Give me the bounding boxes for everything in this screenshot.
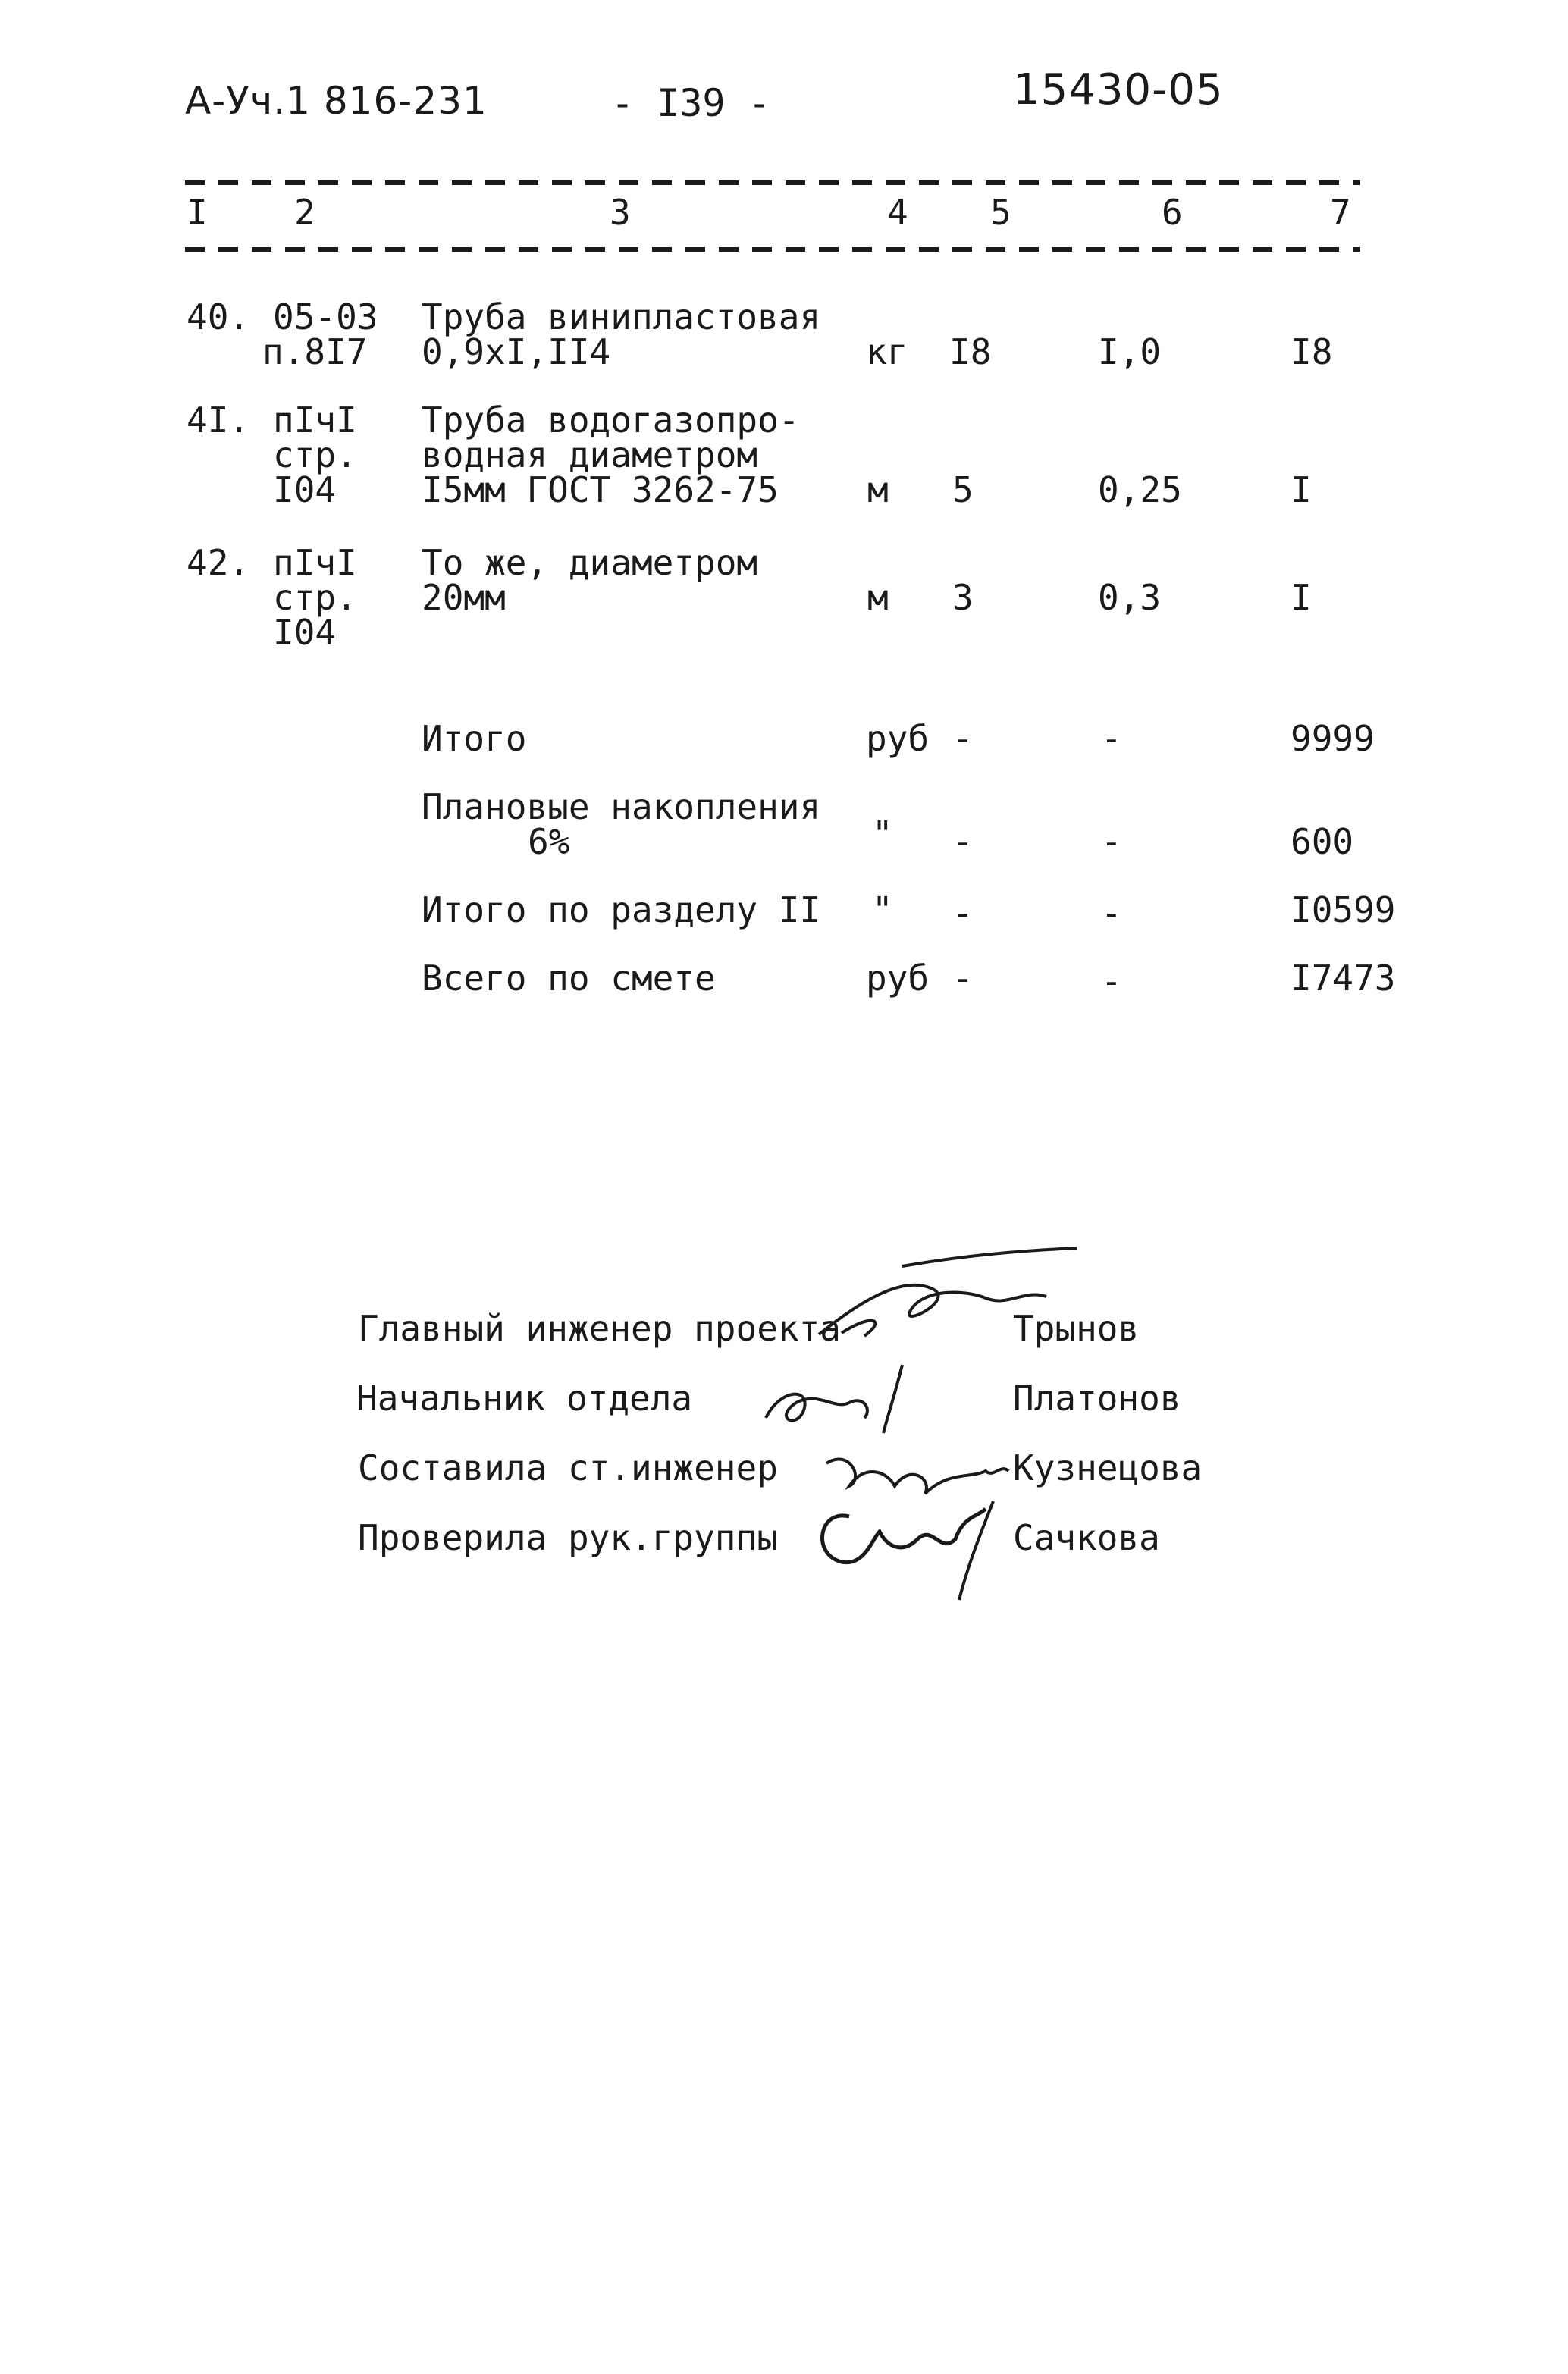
row-name-line: водная диаметром xyxy=(422,434,758,475)
row-number: 4I. xyxy=(187,400,250,441)
column-number-7: 7 xyxy=(1330,192,1351,233)
column-number-4: 4 xyxy=(887,192,908,233)
totals-label: 6% xyxy=(528,821,570,862)
row-name-line: Труба винипластовая xyxy=(422,296,821,337)
row-name-line: Труба водогазопро- xyxy=(422,400,800,441)
signature-scribble-group-lead xyxy=(804,1486,1031,1607)
row-quantity: I8 xyxy=(949,331,992,372)
totals-label: Всего по смете xyxy=(422,958,716,999)
row-code-line: пIчI xyxy=(273,400,357,441)
signature-role: Проверила рук.группы xyxy=(358,1517,778,1558)
document-stamp-left: А-Уч.1 816-231 xyxy=(185,79,488,123)
totals-value: 600 xyxy=(1290,821,1354,862)
totals-value: 9999 xyxy=(1290,718,1375,759)
row-code-line: стр. xyxy=(273,434,357,475)
totals-label: Итого xyxy=(422,718,527,759)
signature-scribble-chief-engineer xyxy=(789,1243,1107,1350)
row-quantity: 3 xyxy=(952,577,974,618)
totals-quantity: - xyxy=(952,892,974,933)
totals-label: Итого по разделу II xyxy=(422,889,821,930)
totals-unit: " xyxy=(872,889,893,930)
column-number-3: 3 xyxy=(610,192,631,233)
column-number-2: 2 xyxy=(294,192,315,233)
row-quantity: 5 xyxy=(952,469,974,510)
totals-price: - xyxy=(1101,718,1122,759)
row-code-line: пIчI xyxy=(273,542,357,583)
totals-price: - xyxy=(1101,821,1122,862)
row-code-line: стр. xyxy=(273,577,357,618)
signature-name: Платонов xyxy=(1013,1378,1181,1419)
totals-unit: руб xyxy=(866,958,930,999)
row-code-line: I04 xyxy=(273,469,337,510)
row-total: I xyxy=(1290,469,1312,510)
row-unit-price: 0,25 xyxy=(1098,469,1182,510)
column-number-5: 5 xyxy=(990,192,1011,233)
signature-role: Главный инженер проекта xyxy=(358,1308,841,1349)
totals-price: - xyxy=(1101,892,1122,933)
row-name-line: 0,9хI,II4 xyxy=(422,331,611,372)
row-total: I xyxy=(1290,577,1312,618)
row-unit: кг xyxy=(866,331,908,372)
header-divider-top xyxy=(185,180,1360,185)
totals-price: - xyxy=(1101,961,1122,1002)
signature-scribble-department-head xyxy=(751,1357,933,1441)
column-number-6: 6 xyxy=(1162,192,1183,233)
row-code-line: п.8I7 xyxy=(262,331,368,372)
row-name-line: I5мм ГОСТ 3262-75 xyxy=(422,469,779,510)
signature-name: Кузнецова xyxy=(1013,1447,1203,1488)
row-total: I8 xyxy=(1290,331,1333,372)
totals-value: I0599 xyxy=(1290,889,1396,930)
totals-value: I7473 xyxy=(1290,958,1396,999)
row-code-line: 05-03 xyxy=(273,296,378,337)
signature-name: Трынов xyxy=(1013,1308,1140,1349)
totals-unit: " xyxy=(872,814,893,855)
row-number: 40. xyxy=(187,296,250,337)
signature-name: Сачкова xyxy=(1013,1517,1160,1558)
totals-quantity: - xyxy=(952,718,974,759)
row-unit-price: 0,3 xyxy=(1098,577,1162,618)
totals-label: Плановые накопления xyxy=(422,786,821,827)
totals-quantity: - xyxy=(952,958,974,999)
document-stamp-right: 15430-05 xyxy=(1013,65,1224,114)
column-number-1: I xyxy=(187,192,208,233)
header-divider-bottom xyxy=(185,247,1360,252)
row-unit-price: I,0 xyxy=(1098,331,1162,372)
row-number: 42. xyxy=(187,542,250,583)
totals-quantity: - xyxy=(952,821,974,862)
signature-role: Составила ст.инженер xyxy=(358,1447,778,1488)
signature-role: Начальник отдела xyxy=(356,1378,693,1419)
totals-unit: руб xyxy=(866,718,930,759)
row-unit: м xyxy=(867,577,889,618)
row-code-line: I04 xyxy=(273,612,337,653)
row-unit: м xyxy=(867,469,889,510)
page-number: - I39 - xyxy=(611,81,771,125)
row-name-line: 20мм xyxy=(422,577,506,618)
row-name-line: То же, диаметром xyxy=(422,542,758,583)
